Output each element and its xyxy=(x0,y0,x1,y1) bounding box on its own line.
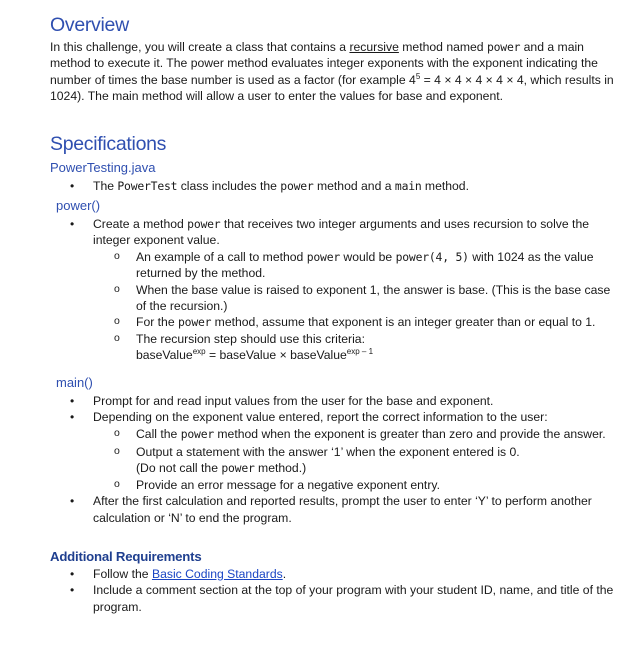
main-bullet-list xyxy=(50,393,616,526)
power-sub-item: o The recursion step should use this criteria: baseValue$^{exp}$ = baseValue × baseValue$^{exp - 1}$ xyxy=(93,331,616,364)
main-bullet: • After the first calculation and reported results, prompt the user to enter ‘Y’ to perform another calculation or ‘N’ to end the program. xyxy=(50,493,616,526)
power-sub-item: o An example of a call to method power would be power(4, 5) with 1024 as the value returned by the method. xyxy=(93,249,616,282)
main-sub-item: o Provide an error message for a negative exponent entry. xyxy=(93,477,616,493)
main-sub-item: o Output a statement with the answer ‘1’ when the exponent entered is 0. (Do not call the power method.) xyxy=(93,444,616,477)
main-bullet: • Depending on the exponent value entered, report the correct information to the user: o Call the power method when the exponent is greater than zero and provide the answer. o Output a statement with the answer ‘1’ when the exponent entered is 0. (Do not call the power method.) o Provide an error message for a negative exponent entry. xyxy=(50,409,616,493)
power-sub-item: o For the power method, assume that exponent is an integer greater than or equal to 1. xyxy=(93,314,616,330)
power-bullet-list xyxy=(50,216,616,364)
recursion-formula: baseValue$^{exp}$ = baseValue × baseValue$^{exp - 1}$ xyxy=(136,347,374,363)
overview-heading: Overview xyxy=(50,14,129,36)
power-sub-list xyxy=(93,249,616,364)
class-bullet: • The PowerTest class includes the power method and a main method. xyxy=(50,178,616,194)
class-bullet-list xyxy=(50,178,616,194)
power-method-label: power() xyxy=(56,198,101,214)
power-bullet: • Create a method power that receives two integer arguments and uses recursion to solve the integer exponent value. o An example of a call to method power would be power(4, 5) with 1024 as the value returned by the method. o When the base value is raised to exponent 1, the answer is base. (This is the base case of the recursion.) o For the power method, assume that exponent is an integer greater than or equal to 1. o The recursion step should use this criteria: baseValue$^{exp}$ = baseValue × baseValue$^{exp - 1}$ xyxy=(50,216,616,364)
power-sub-item: o When the base value is raised to exponent 1, the answer is base. (This is the base case of the recursion.) xyxy=(93,282,616,315)
main-method-label: main() xyxy=(56,374,93,390)
additional-requirements-heading: Additional Requirements xyxy=(50,548,202,564)
main-bullet: • Prompt for and read input values from the user for the base and exponent. xyxy=(50,393,616,409)
additional-bullet: • Follow the Basic Coding Standards. xyxy=(50,566,616,582)
additional-bullet: • Include a comment section at the top of your program with your student ID, name, and title of the program. xyxy=(50,582,616,615)
basic-coding-standards-link[interactable]: Basic Coding Standards xyxy=(151,566,283,581)
main-sub-item: o Call the power method when the exponent is greater than zero and provide the answer. xyxy=(93,426,616,442)
specifications-heading: Specifications xyxy=(50,132,167,155)
additional-bullet-list xyxy=(50,566,616,615)
file-name-label: PowerTesting.java xyxy=(50,159,156,175)
main-sub-list xyxy=(93,426,616,494)
overview-paragraph: In this challenge, you will create a class that contains a recursive method named power and a main method to execute it. The power method evaluates integer exponents with the exponent indicating the number of times the base number is used as a factor (for example $4^5 = 4 \times 4 \times 4 \times 4 \times 4$, which results in 1024). The main method will allow a user to enter the values for base and exponent. xyxy=(50,40,614,104)
